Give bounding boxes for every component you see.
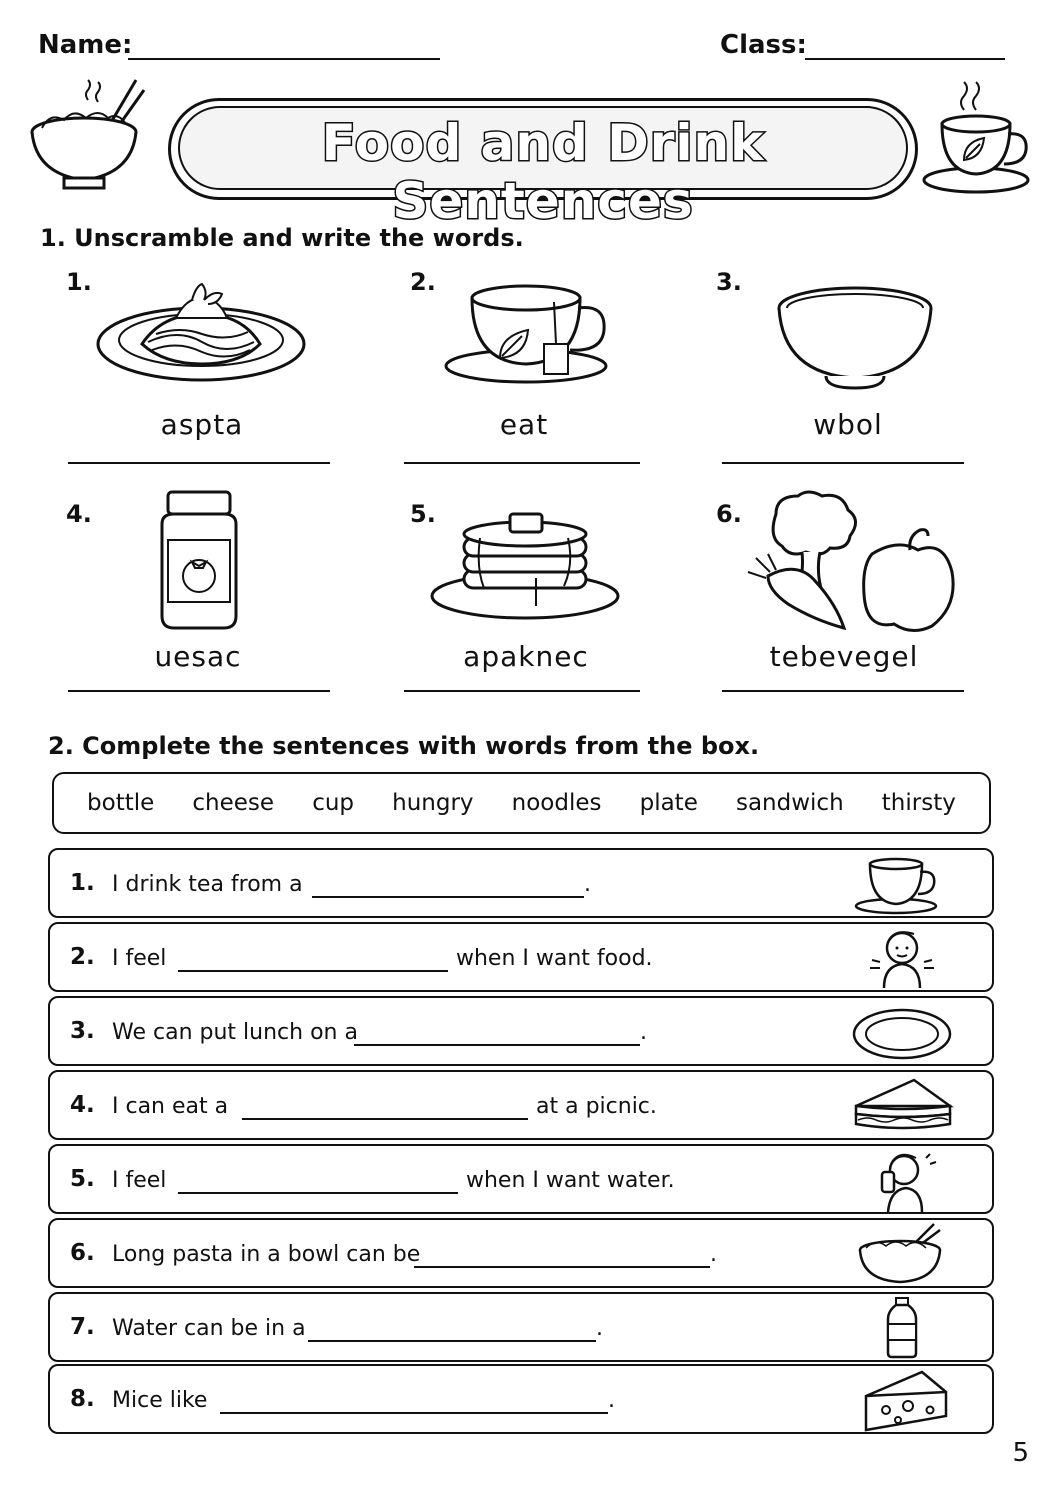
- section-2-heading: 2. Complete the sentences with words from the box.: [48, 732, 760, 760]
- plate-icon: [852, 1002, 952, 1062]
- pasta-plate-icon: [96, 282, 306, 384]
- sentence-before: Long pasta in a bowl can be: [112, 1242, 421, 1267]
- word-box-item: bottle: [87, 790, 155, 816]
- sentence-row: [48, 1144, 994, 1214]
- word-box-item: hungry: [392, 790, 474, 816]
- word-box-item: thirsty: [881, 790, 956, 816]
- cup-icon: [852, 854, 952, 914]
- answer-line[interactable]: [404, 462, 640, 464]
- sentence-after: .: [584, 872, 591, 897]
- scrambled-word: apaknec: [463, 640, 589, 673]
- scrambled-word: wbol: [813, 408, 883, 441]
- item-number: 3.: [716, 268, 742, 296]
- sentence-before: I feel: [112, 946, 167, 971]
- answer-blank[interactable]: [354, 1044, 640, 1046]
- sentence-number: 7.: [70, 1314, 95, 1340]
- word-box-item: sandwich: [735, 790, 844, 816]
- sentence-number: 3.: [70, 1018, 95, 1044]
- answer-blank[interactable]: [312, 896, 584, 898]
- water-bottle-icon: [852, 1298, 952, 1358]
- scrambled-word: tebevegel: [769, 640, 919, 673]
- page-number: 5: [1012, 1438, 1029, 1468]
- item-number: 2.: [410, 268, 436, 296]
- item-number: 6.: [716, 500, 742, 528]
- answer-blank[interactable]: [178, 970, 448, 972]
- sentence-after: .: [608, 1388, 615, 1413]
- sentence-row: [48, 1364, 994, 1434]
- sentence-before: I feel: [112, 1168, 167, 1193]
- sentence-row: [48, 1070, 994, 1140]
- sentence-before: We can put lunch on a: [112, 1020, 358, 1045]
- sentence-number: 4.: [70, 1092, 95, 1118]
- tea-cup-icon: [444, 280, 612, 384]
- sentence-number: 6.: [70, 1240, 95, 1266]
- noodle-bowl-icon: [28, 76, 148, 196]
- sentence-row: [48, 996, 994, 1066]
- sentence-row: [48, 1292, 994, 1362]
- sandwich-icon: [852, 1076, 952, 1136]
- scrambled-word: uesac: [154, 640, 242, 673]
- noodle-bowl-icon: [852, 1224, 952, 1284]
- sauce-jar-icon: [154, 490, 244, 630]
- item-number: 1.: [66, 268, 92, 296]
- answer-line[interactable]: [68, 690, 330, 692]
- answer-blank[interactable]: [220, 1412, 608, 1414]
- sentence-before: Water can be in a: [112, 1316, 306, 1341]
- sentence-number: 8.: [70, 1386, 95, 1412]
- tea-cup-icon: [920, 80, 1032, 194]
- class-label: Class:: [720, 30, 807, 60]
- scrambled-word: aspta: [160, 408, 244, 441]
- sentence-after: .: [710, 1242, 717, 1267]
- answer-blank[interactable]: [414, 1266, 710, 1268]
- answer-line[interactable]: [722, 462, 964, 464]
- class-field[interactable]: [805, 58, 1005, 60]
- item-number: 5.: [410, 500, 436, 528]
- answer-line[interactable]: [68, 462, 330, 464]
- sentence-after: at a picnic.: [536, 1094, 657, 1119]
- sentence-row: [48, 1218, 994, 1288]
- answer-line[interactable]: [722, 690, 964, 692]
- sentence-before: I can eat a: [112, 1094, 229, 1119]
- sentence-number: 2.: [70, 944, 95, 970]
- vegetables-icon: [740, 492, 956, 632]
- sentence-number: 5.: [70, 1166, 95, 1192]
- name-field[interactable]: [128, 58, 440, 60]
- answer-blank[interactable]: [242, 1118, 528, 1120]
- name-label: Name:: [38, 30, 133, 60]
- word-box-item: plate: [639, 790, 698, 816]
- answer-blank[interactable]: [178, 1192, 458, 1194]
- scrambled-word: eat: [499, 408, 549, 441]
- title-banner: [168, 92, 918, 230]
- answer-line[interactable]: [404, 690, 640, 692]
- word-box-item: cup: [312, 790, 355, 816]
- sentence-after: when I want food.: [456, 946, 653, 971]
- sentence-before: I drink tea from a: [112, 872, 303, 897]
- word-box-item: noodles: [511, 790, 602, 816]
- sentence-number: 1.: [70, 870, 95, 896]
- item-number: 4.: [66, 500, 92, 528]
- word-box-item: cheese: [192, 790, 275, 816]
- sentence-after: .: [640, 1020, 647, 1045]
- pancake-stack-icon: [430, 508, 620, 620]
- answer-blank[interactable]: [308, 1340, 596, 1342]
- bowl-icon: [776, 286, 934, 392]
- sentence-after: when I want water.: [466, 1168, 675, 1193]
- thirsty-boy-icon: [852, 1150, 952, 1210]
- cheese-icon: [852, 1370, 952, 1430]
- hungry-boy-icon: [852, 928, 952, 988]
- sentence-row: [48, 922, 994, 992]
- sentence-after: .: [596, 1316, 603, 1341]
- sentence-before: Mice like: [112, 1388, 208, 1413]
- sentence-row: [48, 848, 994, 918]
- page-title: Food and Drink Sentences: [321, 114, 765, 230]
- word-box: [52, 772, 991, 834]
- section-1-heading: 1. Unscramble and write the words.: [40, 224, 524, 252]
